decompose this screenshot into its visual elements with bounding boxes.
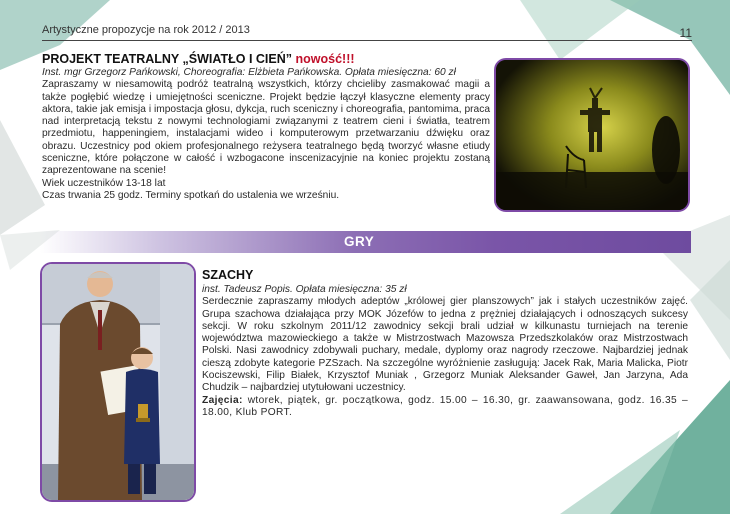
chess-title: SZACHY <box>202 268 254 282</box>
chess-section <box>202 268 688 419</box>
page-header <box>42 24 692 40</box>
chess-schedule-label: Zajęcia: <box>202 394 243 406</box>
chess-photo <box>40 262 196 502</box>
theatre-photo <box>494 58 690 212</box>
theatre-instructors: Inst. mgr Grzegorz Pańkowski, Choreografia: Elżbieta Pańkowska. Opłata miesięczna: 60 zł <box>42 67 456 78</box>
shadow-theatre-image <box>496 60 688 210</box>
theatre-title <box>42 52 490 67</box>
theatre-title-text: PROJEKT TEATRALNY „ŚWIATŁO I CIEŃ” <box>42 52 293 66</box>
section-banner-label: GRY <box>344 234 375 249</box>
chess-schedule <box>202 395 688 420</box>
theatre-duration: Czas trwania 25 godz. Terminy spotkań do ustalenia we wrześniu. <box>42 189 340 201</box>
header-divider <box>42 40 692 41</box>
chess-description: Serdecznie zapraszamy młodych adeptów „królowej gier planszowych” jak i stałych uczestników zajęć. Grupa szachowa działająca przy MOK Józefów to jedna z prężniej działających i odnoszących sukcesy sekcji. W roku szkolnym 2011/12 zawodnicy sekcji brali udział w kilkunastu turniejach na terenie województwa mazowieckiego a także w Mistrzostwach Mazowsza Przedszkolaków oraz Mistrzostwach Polski. Nasi zawodnicy zdobywali puchary, medale, dyplomy oraz nagrody rzeczowe. Najbardziej jednak cieszą zdobyte kategorie PZSzach. Na szczególne wyróżnienie zasługują: Jacek Rak, Maria Malicka, Piotr Kociszewski, Filip Białek, Krzysztof Muniak , Grzegorz Muniak Aleksander Gaweł, Jan Jarzyna, Ada Chudzik – najbardziej utytułowani uczestnicy. <box>202 296 688 394</box>
section-banner-gry <box>40 231 691 253</box>
theatre-description: Zapraszamy w niesamowitą podróż teatralną wszystkich, którzy chcieliby zasmakować magii a także pogłębić wiedzę i umiejętności sceniczne. Projekt będzie łączył klasyczne elementy pracy aktora, takie jak emisja i impostacja głosu, dykcja, ruch sceniczny i choreografia, pantomima, praca nad interpretacją tekstu z nowymi technologiami związanymi z teatrem cieni i światła, teatrem przedmiotu, happeningiem, instalacjami wideo i komputerowym przetwarzaniu dźwięku oraz obrazu. Uczestnicy pod okiem profesjonalnego reżysera teatralnego będą tworzyć własne etiudy sceniczne, które połączone w całość i wzbogacone inscenizacyjnie na koniec projektu zostaną zaprezentowane na scenie! <box>42 79 490 177</box>
header-title: Artystyczne propozycje na rok 2012 / 2013 <box>42 24 250 36</box>
chess-instructor: inst. Tadeusz Popis. Opłata miesięczna: 35 zł <box>202 284 407 295</box>
chess-players-image <box>42 264 194 500</box>
theatre-age: Wiek uczestników 13-18 lat <box>42 177 166 189</box>
theatre-section <box>42 52 490 202</box>
page-number: 11 <box>679 26 692 40</box>
chess-schedule-text: wtorek, piątek, gr. początkowa, godz. 15.00 – 16.30, gr. zaawansowana, godz. 16.35 – 18.00, Klub PORT. <box>202 394 688 418</box>
new-badge: nowość!!! <box>295 52 355 66</box>
